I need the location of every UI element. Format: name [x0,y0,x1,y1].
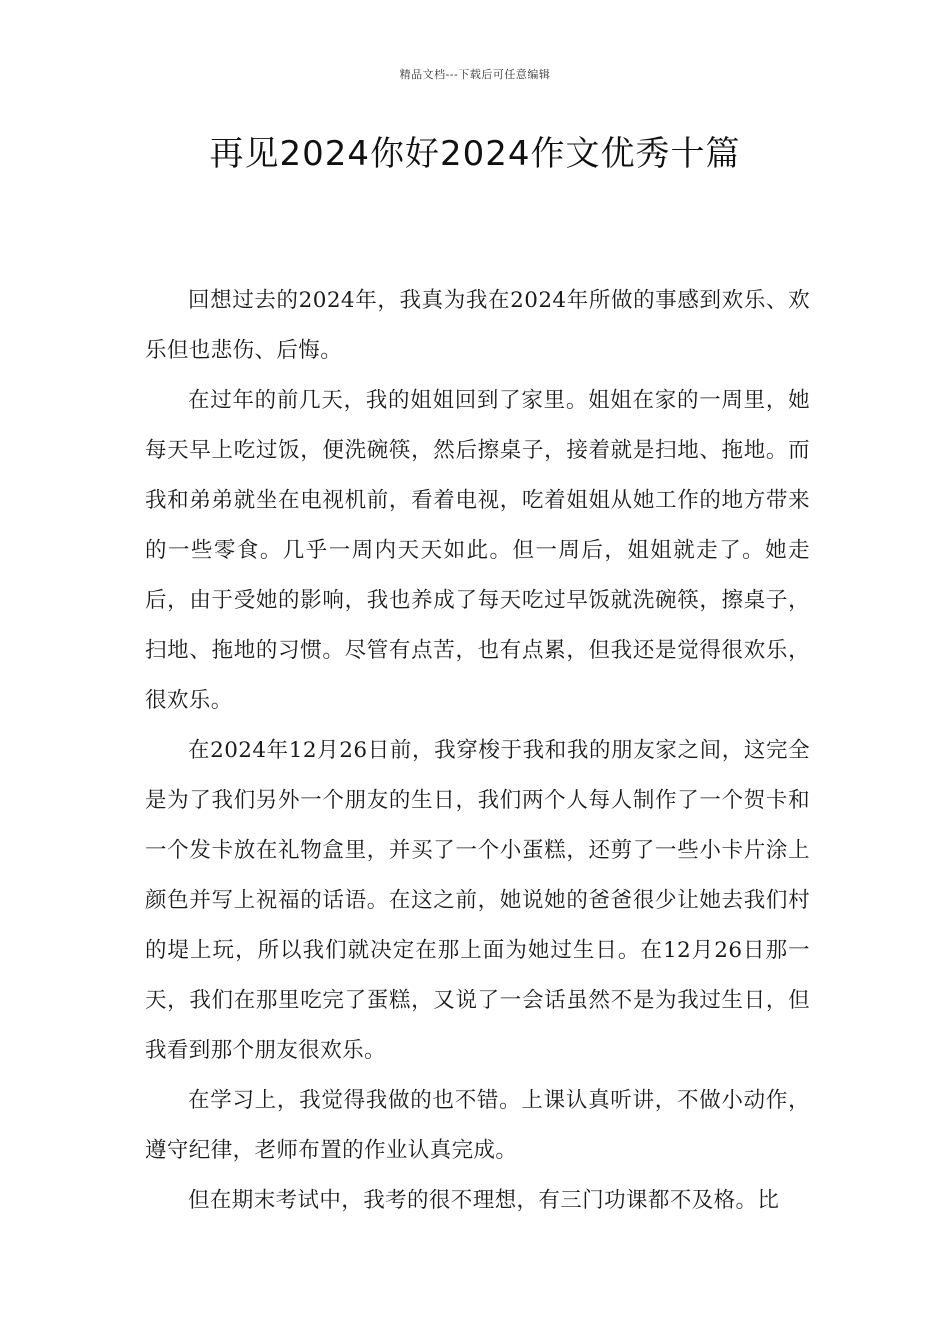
paragraph: 在过年的前几天，我的姐姐回到了家里。姐姐在家的一周里，她每天早上吃过饭，便洗碗筷，然后擦桌子，接着就是扫地、拖地。而我和弟弟就坐在电视机前，看着电视，吃着姐姐从她工作的地方带来的一些零食。几乎一周内天天如此。但一周后，姐姐就走了。她走后，由于受她的影响，我也养成了每天吃过早饭就洗碗筷，擦桌子，扫地、拖地的习惯。尽管有点苦，也有点累，但我还是觉得很欢乐，很欢乐。 [145,388,810,713]
document-title: 再见2024你好2024作文优秀十篇 [209,134,741,174]
paragraph: 在学习上，我觉得我做的也不错。上课认真听讲，不做小动作，遵守纪律，老师布置的作业认真完成。 [145,1088,810,1163]
paragraph: 回想过去的2024年，我真为我在2024年所做的事感到欢乐、欢乐但也悲伤、后悔。 [145,288,810,363]
paragraph: 在2024年12月26日前，我穿梭于我和我的朋友家之间，这完全是为了我们另外一个朋友的生日，我们两个人每人制作了一个贺卡和一个发卡放在礼物盒里，并买了一个小蛋糕，还剪了一些小卡片涂上颜色并写上祝福的话语。在这之前，她说她的爸爸很少让她去我们村的堤上玩，所以我们就决定在那上面为她过生日。在12月26日那一天，我们在那里吃完了蛋糕，又说了一会话虽然不是为我过生日，但我看到那个朋友很欢乐。 [145,738,810,1063]
document-body [145,276,810,1226]
header-note: 精品文档---下载后可任意编辑 [399,68,551,81]
paragraph: 但在期末考试中，我考的很不理想，有三门功课都不及格。比 [188,1188,780,1213]
